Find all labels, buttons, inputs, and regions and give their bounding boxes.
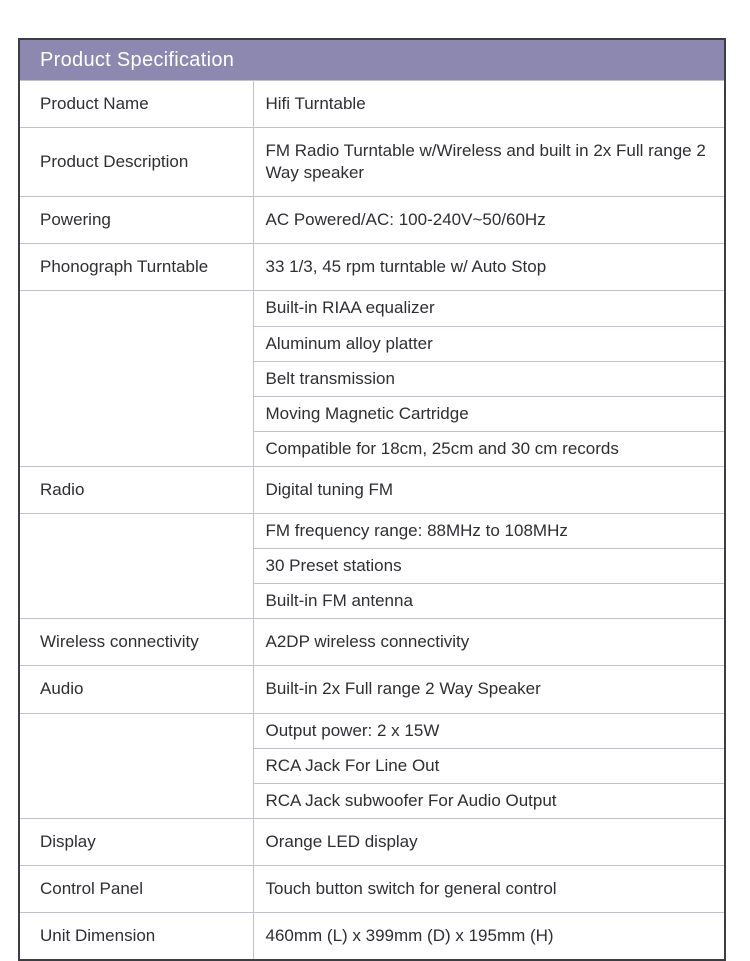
spec-label: Control Panel bbox=[20, 865, 253, 912]
table-row bbox=[20, 81, 724, 128]
table-row bbox=[20, 713, 724, 748]
spec-value: FM Radio Turntable w/Wireless and built in 2x Full range 2 Way speaker bbox=[253, 128, 724, 197]
spec-label: Radio bbox=[20, 466, 253, 513]
spec-label: Powering bbox=[20, 197, 253, 244]
spec-table-body bbox=[20, 81, 724, 960]
table-row bbox=[20, 666, 724, 713]
spec-value: Digital tuning FM bbox=[253, 466, 724, 513]
spec-label: Phonograph Turntable bbox=[20, 244, 253, 291]
table-row bbox=[20, 912, 724, 959]
table-row bbox=[20, 514, 724, 549]
spec-value: RCA Jack For Line Out bbox=[253, 748, 724, 783]
spec-value: A2DP wireless connectivity bbox=[253, 619, 724, 666]
product-spec-header: Product Specification bbox=[20, 40, 724, 80]
table-row bbox=[20, 197, 724, 244]
table-row bbox=[20, 244, 724, 291]
table-row bbox=[20, 466, 724, 513]
spec-label-empty bbox=[20, 514, 253, 619]
product-spec-card bbox=[18, 38, 726, 961]
spec-value: Built-in RIAA equalizer bbox=[253, 291, 724, 326]
spec-value: Built-in 2x Full range 2 Way Speaker bbox=[253, 666, 724, 713]
spec-value: 460mm (L) x 399mm (D) x 195mm (H) bbox=[253, 912, 724, 959]
spec-value: 30 Preset stations bbox=[253, 549, 724, 584]
spec-value: Aluminum alloy platter bbox=[253, 326, 724, 361]
spec-value: Belt transmission bbox=[253, 361, 724, 396]
spec-value: Output power: 2 x 15W bbox=[253, 713, 724, 748]
spec-value: Moving Magnetic Cartridge bbox=[253, 396, 724, 431]
spec-value: 33 1/3, 45 rpm turntable w/ Auto Stop bbox=[253, 244, 724, 291]
spec-label-empty bbox=[20, 291, 253, 466]
spec-label-empty bbox=[20, 713, 253, 818]
table-row bbox=[20, 865, 724, 912]
spec-label: Product Description bbox=[20, 128, 253, 197]
table-row bbox=[20, 818, 724, 865]
spec-value: FM frequency range: 88MHz to 108MHz bbox=[253, 514, 724, 549]
spec-value: Touch button switch for general control bbox=[253, 865, 724, 912]
spec-value: Hifi Turntable bbox=[253, 81, 724, 128]
table-row bbox=[20, 291, 724, 326]
table-row bbox=[20, 128, 724, 197]
spec-value: RCA Jack subwoofer For Audio Output bbox=[253, 783, 724, 818]
spec-table bbox=[20, 80, 724, 959]
spec-value: AC Powered/AC: 100-240V~50/60Hz bbox=[253, 197, 724, 244]
spec-label: Display bbox=[20, 818, 253, 865]
table-row bbox=[20, 619, 724, 666]
spec-label: Unit Dimension bbox=[20, 912, 253, 959]
spec-value: Orange LED display bbox=[253, 818, 724, 865]
spec-label: Audio bbox=[20, 666, 253, 713]
spec-value: Built-in FM antenna bbox=[253, 584, 724, 619]
spec-label: Product Name bbox=[20, 81, 253, 128]
spec-label: Wireless connectivity bbox=[20, 619, 253, 666]
spec-value: Compatible for 18cm, 25cm and 30 cm records bbox=[253, 431, 724, 466]
